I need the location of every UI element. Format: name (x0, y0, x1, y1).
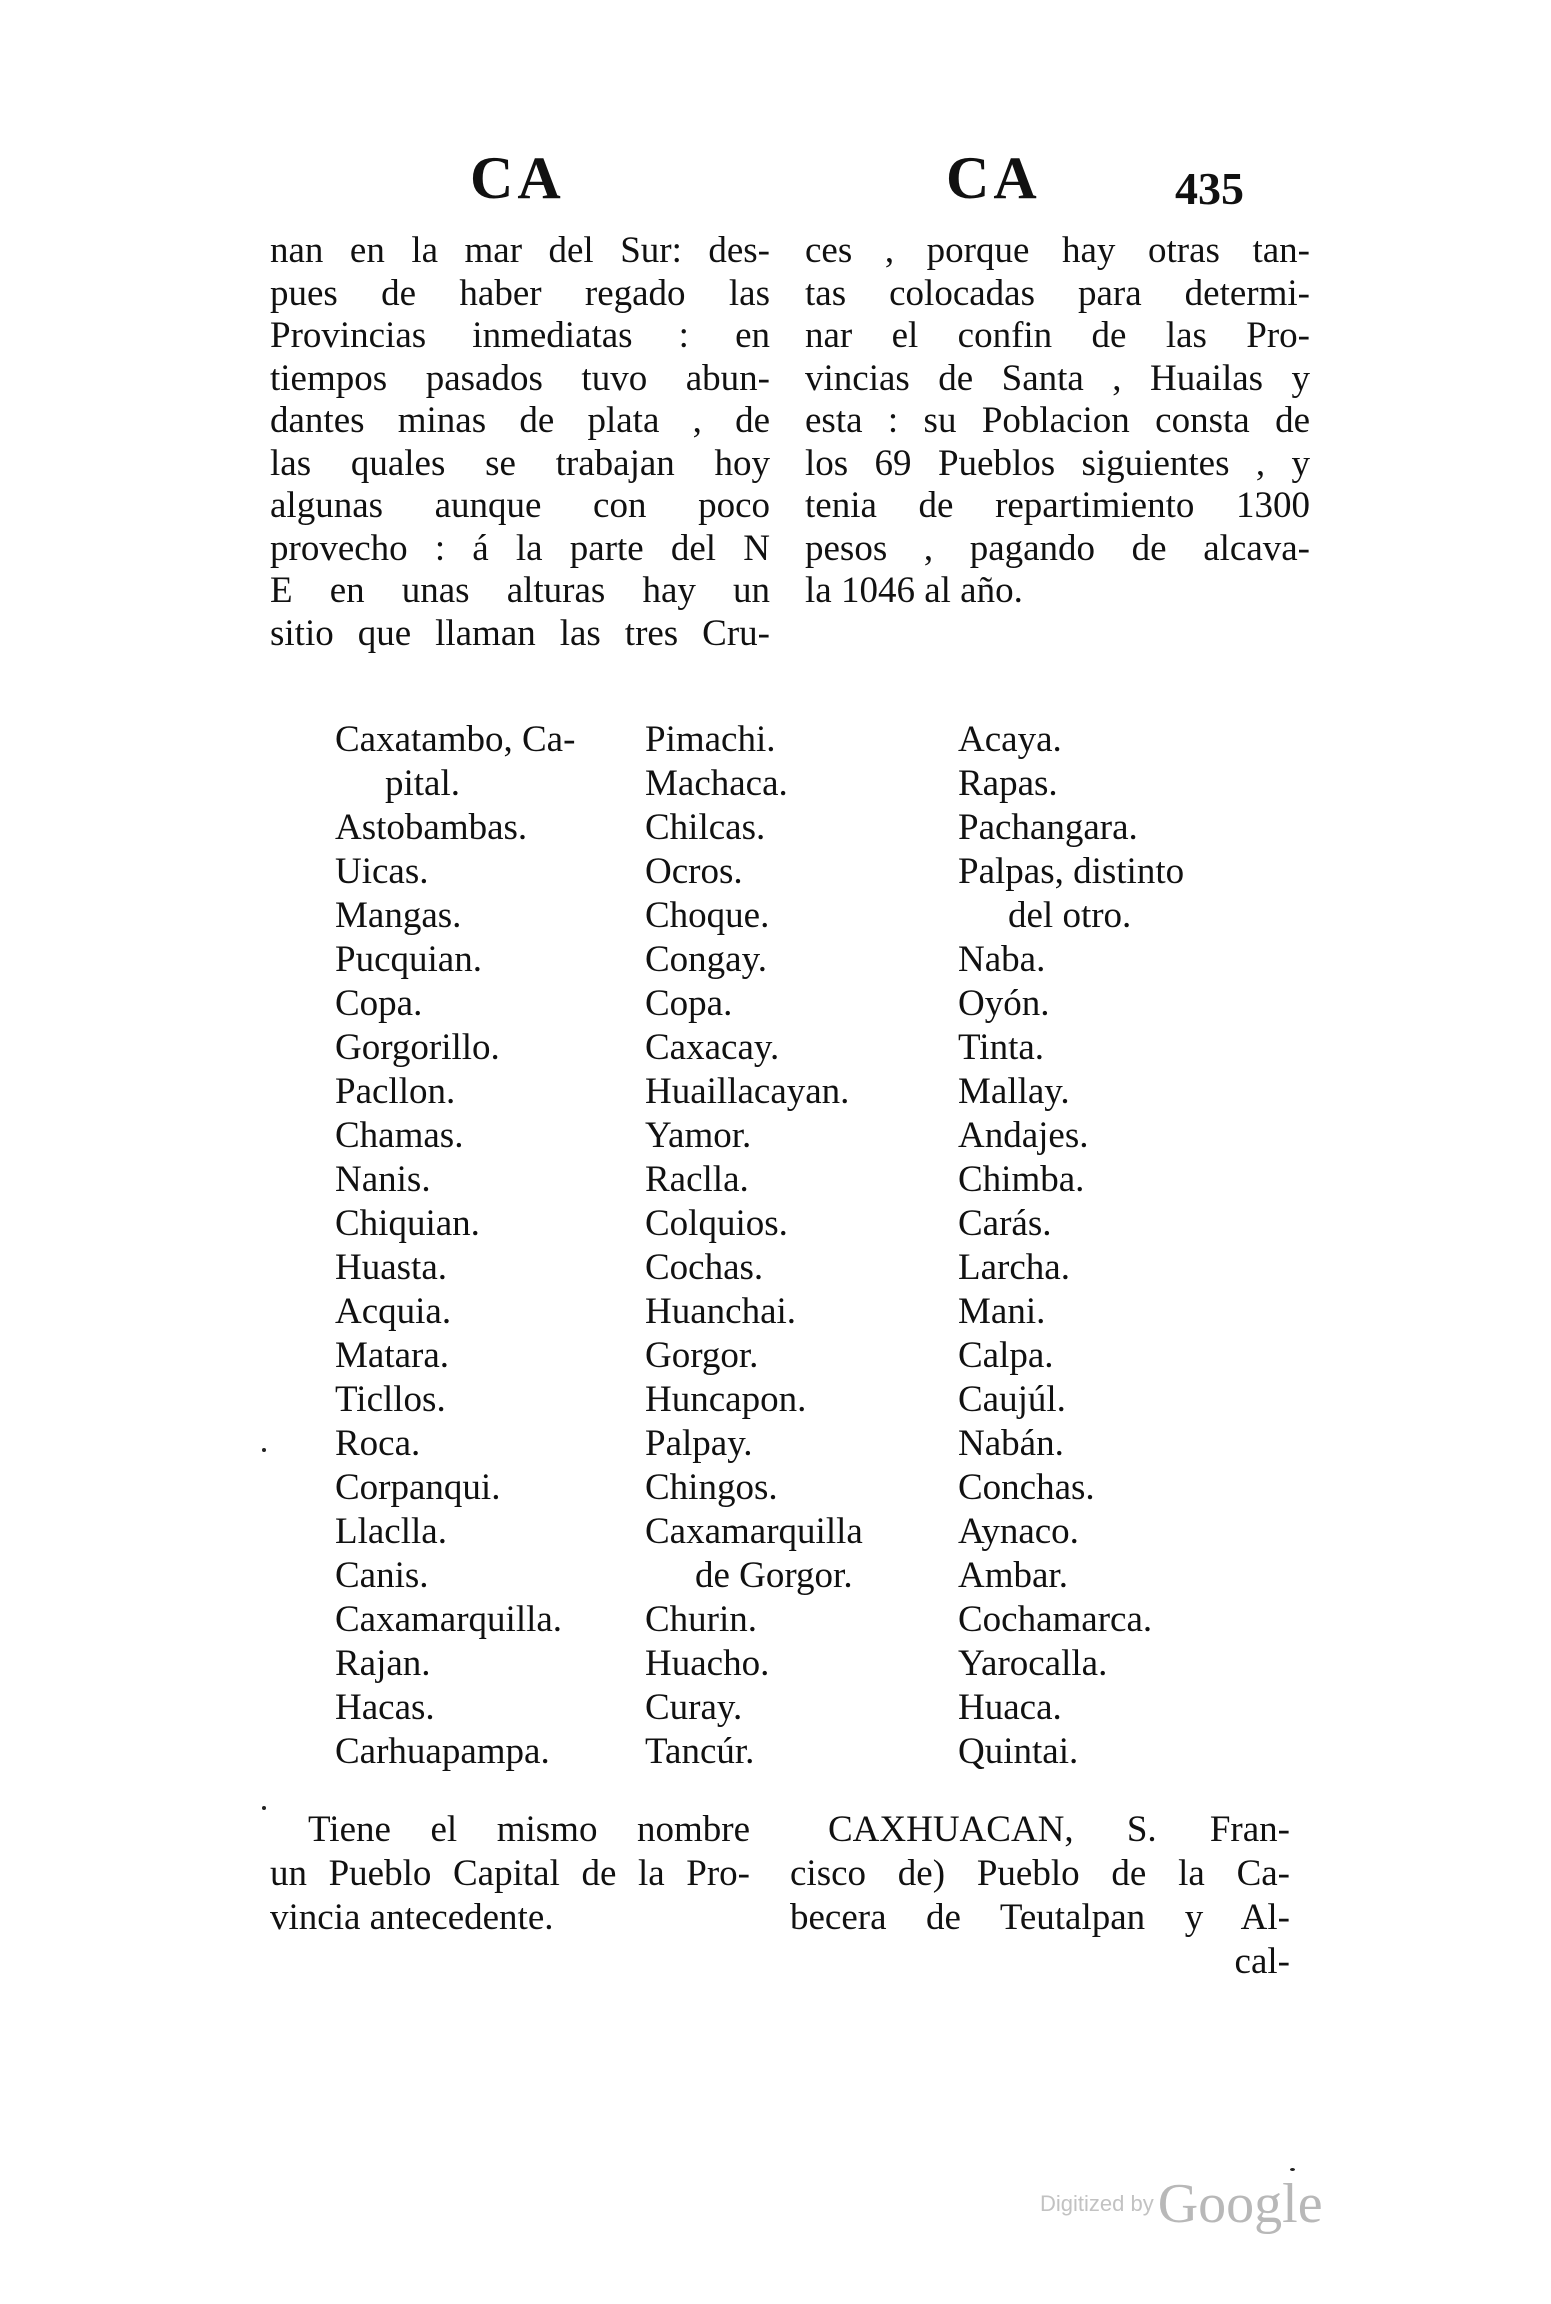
ink-speck (262, 1806, 266, 1810)
town-list-item: Pacllon. (335, 1071, 456, 1112)
page-number: 435 (1175, 163, 1244, 214)
town-list-item: Caxamarquilla (645, 1511, 863, 1552)
town-list-item: Gorgor. (645, 1335, 759, 1376)
town-list-item: Curay. (645, 1687, 743, 1728)
catchword: cal- (1234, 1941, 1290, 1982)
text-line: dantes minas de plata , de (270, 400, 770, 441)
town-list-item: Huasta. (335, 1247, 447, 1288)
upper-right-column (805, 230, 1310, 613)
town-list-item: Canis. (335, 1555, 429, 1596)
text-line: pues de haber regado las (270, 272, 770, 314)
town-list-item: Larcha. (958, 1247, 1070, 1288)
text-line: ces , porque hay otras tan- (805, 230, 1310, 271)
town-list-item: Yarocalla. (958, 1643, 1108, 1684)
town-list-item: Chingos. (645, 1467, 778, 1508)
town-list-item: Caxamarquilla. (335, 1599, 563, 1640)
text-line: un Pueblo Capital de la Pro- (270, 1853, 750, 1894)
town-list-item: Carhuapampa. (335, 1731, 550, 1772)
town-list-item: Churin. (645, 1599, 758, 1640)
town-list-item: Ambar. (958, 1555, 1068, 1596)
town-list-item: Pimachi. (645, 719, 776, 760)
entry-heading-line: CAXHUACAN, S. Fran- (828, 1809, 1290, 1850)
text-line: sitio que llaman las tres Cru- (270, 612, 770, 654)
text-line: cisco de) Pueblo de la Ca- (790, 1853, 1290, 1894)
town-list-item: Machaca. (645, 763, 788, 804)
town-list-item: Chilcas. (645, 807, 766, 848)
town-list-continuation: pital. (385, 763, 461, 804)
town-list-item: Hacas. (335, 1687, 435, 1728)
town-list-item: Huaca. (958, 1687, 1062, 1728)
text-line: vincia antecedente. (270, 1897, 554, 1938)
text-line: la 1046 al año. (805, 570, 1023, 611)
town-list-item: Choque. (645, 895, 770, 936)
town-list-item: Oyón. (958, 983, 1050, 1024)
town-list-column-1 (335, 718, 635, 1774)
running-head-right: CA (946, 145, 1041, 211)
town-list-item: Andajes. (958, 1115, 1089, 1156)
town-list-item: Rajan. (335, 1643, 431, 1684)
town-list-item: Calpa. (958, 1335, 1054, 1376)
town-list-continuation: del otro. (1008, 895, 1132, 936)
text-line: Provincias inmediatas : en (270, 315, 770, 356)
town-list-item: Acquia. (335, 1291, 452, 1332)
town-list-item: Caxatambo, Ca- (335, 719, 576, 760)
town-list-item: Aynaco. (958, 1511, 1079, 1552)
text-line: tenia de repartimiento 1300 (805, 485, 1310, 526)
town-list-continuation: de Gorgor. (695, 1555, 853, 1596)
running-head-left: CA (470, 145, 565, 211)
text-line: Tiene el mismo nombre (308, 1809, 750, 1850)
lower-right-column (790, 1808, 1290, 1984)
town-list-item: Carás. (958, 1203, 1052, 1244)
town-list-item: Chamas. (335, 1115, 464, 1156)
town-list-item: Pucquian. (335, 939, 482, 980)
text-line: vincias de Santa , Huailas y (805, 357, 1310, 399)
town-list-item: Mallay. (958, 1071, 1070, 1112)
text-line: nar el confin de las Pro- (805, 315, 1310, 356)
text-line: pesos , pagando de alcava- (805, 527, 1310, 569)
google-logo: Google (1157, 2173, 1323, 2235)
town-list-item: Naba. (958, 939, 1046, 980)
town-list-item: Huncapon. (645, 1379, 807, 1420)
town-list-item: Astobambas. (335, 807, 528, 848)
text-line: tas colocadas para determi- (805, 272, 1310, 314)
town-list-item: Nabán. (958, 1423, 1064, 1464)
town-list-item: Tinta. (958, 1027, 1045, 1068)
text-line: provecho : á la parte del N (270, 527, 770, 569)
town-list-item: Conchas. (958, 1467, 1095, 1508)
ink-speck (262, 1448, 266, 1452)
town-list-item: Pachangara. (958, 807, 1138, 848)
town-list-item: Cochas. (645, 1247, 764, 1288)
text-line: algunas aunque con poco (270, 485, 770, 526)
town-list-item: Ticllos. (335, 1379, 446, 1420)
town-list-item: Colquios. (645, 1203, 788, 1244)
town-list-item: Ocros. (645, 851, 743, 892)
ink-speck (1290, 2168, 1295, 2171)
town-list-item: Copa. (645, 983, 733, 1024)
town-list-item: Nanis. (335, 1159, 431, 1200)
town-list-item: Copa. (335, 983, 423, 1024)
town-list-item: Acaya. (958, 719, 1062, 760)
town-list-column-3 (958, 718, 1288, 1774)
town-list-item: Corpanqui. (335, 1467, 501, 1508)
text-line: E en unas alturas hay un (270, 570, 770, 611)
town-list-item: Huaillacayan. (645, 1071, 850, 1112)
town-list-item: Caujúl. (958, 1379, 1066, 1420)
town-list-item: Raclla. (645, 1159, 749, 1200)
digitizer-watermark (1040, 2173, 1323, 2235)
text-line: tiempos pasados tuvo abun- (270, 357, 770, 399)
town-list-item: Tancúr. (645, 1731, 755, 1772)
lower-left-column (270, 1808, 750, 1940)
town-list-item: Cochamarca. (958, 1599, 1153, 1640)
watermark-prefix: Digitized by (1040, 2191, 1154, 2216)
text-line: las quales se trabajan hoy (270, 442, 770, 484)
town-list-item: Gorgorillo. (335, 1027, 500, 1068)
text-line: los 69 Pueblos siguientes , y (805, 442, 1310, 484)
text-line: esta : su Poblacion consta de (805, 400, 1310, 441)
upper-left-column (270, 230, 770, 655)
text-line: becera de Teutalpan y Al- (790, 1897, 1290, 1938)
town-list-item: Uicas. (335, 851, 429, 892)
town-list-item: Llaclla. (335, 1511, 447, 1552)
town-list-item: Yamor. (645, 1115, 752, 1156)
town-list-item: Congay. (645, 939, 767, 980)
town-list-item: Huacho. (645, 1643, 770, 1684)
town-list-item: Palpas, distinto (958, 851, 1185, 892)
town-list-item: Chiquian. (335, 1203, 480, 1244)
town-list-item: Quintai. (958, 1731, 1079, 1772)
town-list-item: Roca. (335, 1423, 421, 1464)
town-list-item: Palpay. (645, 1423, 753, 1464)
town-list-item: Rapas. (958, 763, 1058, 804)
town-list-item: Mangas. (335, 895, 462, 936)
town-list-item: Matara. (335, 1335, 450, 1376)
town-list-item: Huanchai. (645, 1291, 797, 1332)
town-list-column-2 (645, 718, 945, 1774)
town-list-item: Caxacay. (645, 1027, 780, 1068)
town-list-item: Mani. (958, 1291, 1046, 1332)
text-line: nan en la mar del Sur: des- (270, 230, 770, 271)
town-list-item: Chimba. (958, 1159, 1085, 1200)
